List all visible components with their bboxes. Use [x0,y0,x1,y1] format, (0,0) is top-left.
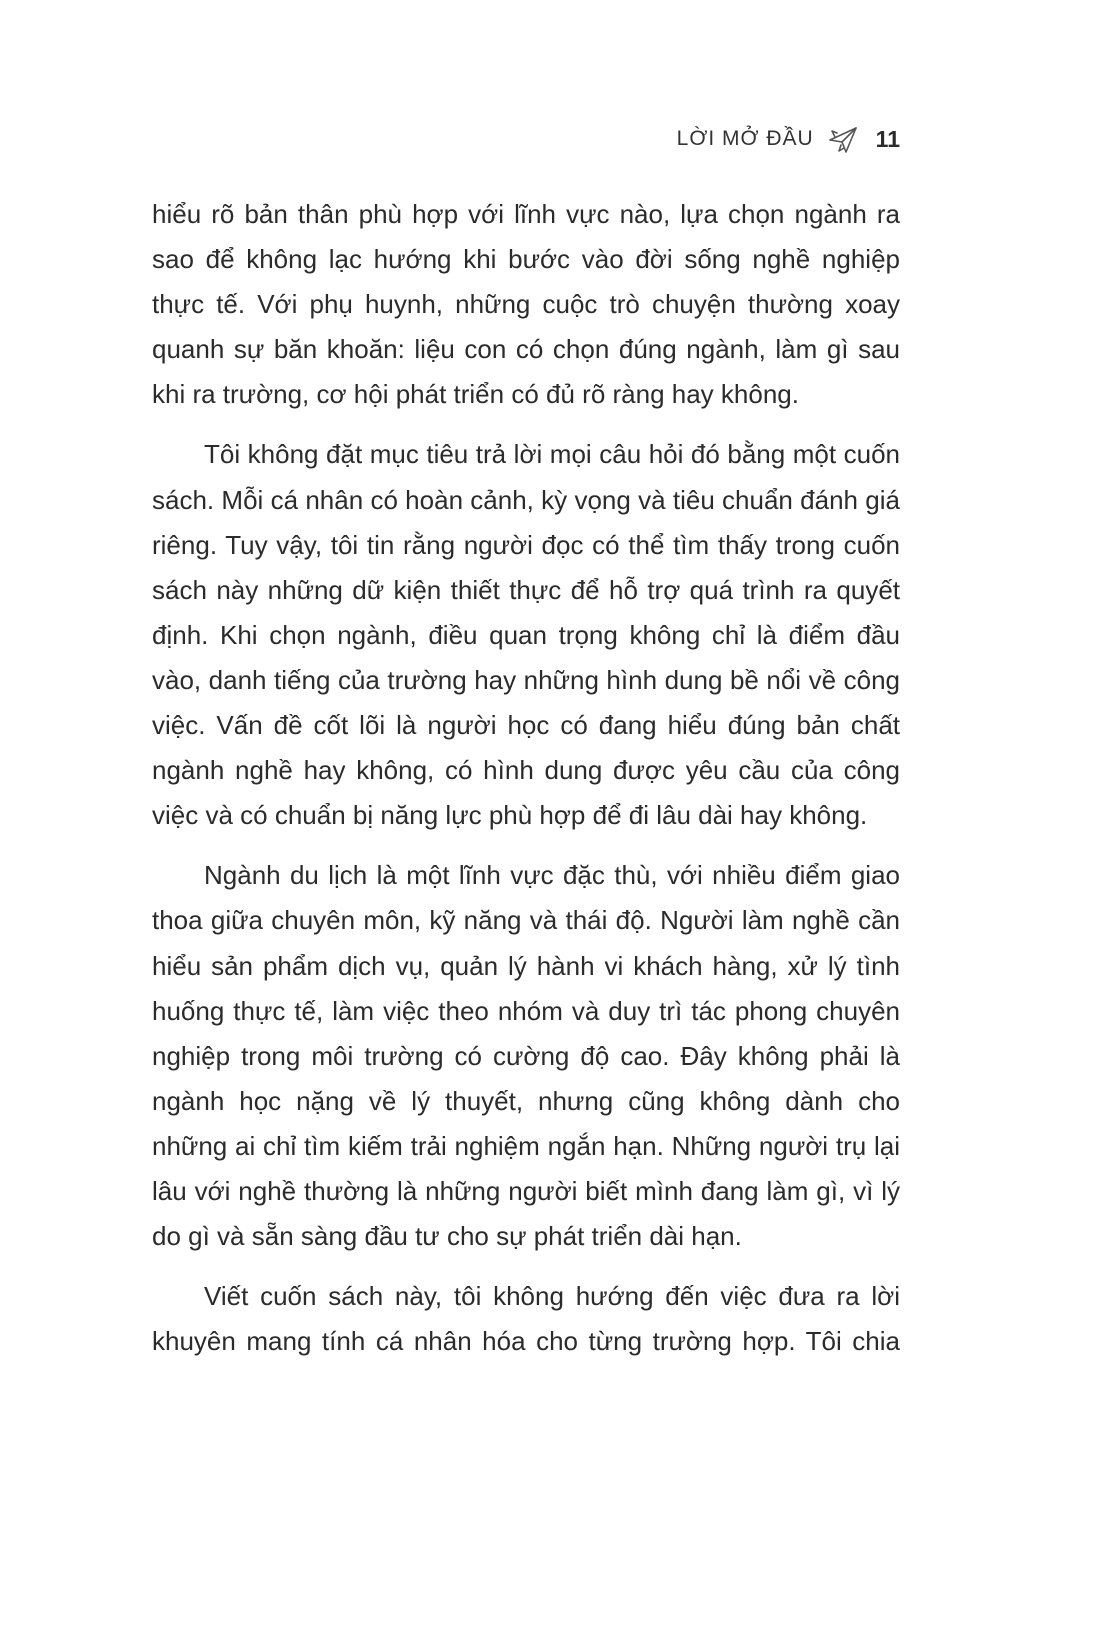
running-header [677,122,900,156]
paragraph-4: Viết cuốn sách này, tôi không hướng đến việc đưa ra lời khuyên mang tính cá nhân hóa cho từng trường hợp. Tôi chia [152,1281,900,1357]
paragraph-2: Tôi không đặt mục tiêu trả lời mọi câu hỏi đó bằng một cuốn sách. Mỗi cá nhân có hoàn cảnh, kỳ vọng và tiêu chuẩn đánh giá riêng. Tuy vậy, tôi tin rằng người đọc có thể tìm thấy trong cuốn sách này những dữ kiện thiết thực để hỗ trợ quá trình ra quyết định. Khi chọn ngành, điều quan trọng không chỉ là điểm đầu vào, danh tiếng của trường hay những hình dung bề nổi về công việc. Vấn đề cốt lõi là người học có đang hiểu đúng bản chất ngành nghề hay không, có hình dung được yêu cầu của công việc và có chuẩn bị năng lực phù hợp để đi lâu dài hay không. [152,439,900,831]
airplane-icon [826,122,860,156]
body-text [152,192,900,1379]
paragraph-1: hiểu rõ bản thân phù hợp với lĩnh vực nào, lựa chọn ngành ra sao để không lạc hướng khi bước vào đời sống nghề nghiệp thực tế. Với phụ huynh, những cuộc trò chuyện thường xoay quanh sự băn khoăn: liệu con có chọn đúng ngành, làm gì sau khi ra trường, cơ hội phát triển có đủ rõ ràng hay không. [152,199,900,410]
chapter-title: LỜI MỞ ĐẦU [676,127,814,150]
paragraph-3: Ngành du lịch là một lĩnh vực đặc thù, với nhiều điểm giao thoa giữa chuyên môn, kỹ năng và thái độ. Người làm nghề cần hiểu sản phẩm dịch vụ, quản lý hành vi khách hàng, xử lý tình huống thực tế, làm việc theo nhóm và duy trì tác phong chuyên nghiệp trong môi trường có cường độ cao. Đây không phải là ngành học nặng về lý thuyết, nhưng cũng không dành cho những ai chỉ tìm kiếm trải nghiệm ngắn hạn. Những người trụ lại lâu với nghề thường là những người biết mình đang làm gì, vì lý do gì và sẵn sàng đầu tư cho sự phát triển dài hạn. [152,860,900,1252]
page-number: 11 [875,125,900,152]
